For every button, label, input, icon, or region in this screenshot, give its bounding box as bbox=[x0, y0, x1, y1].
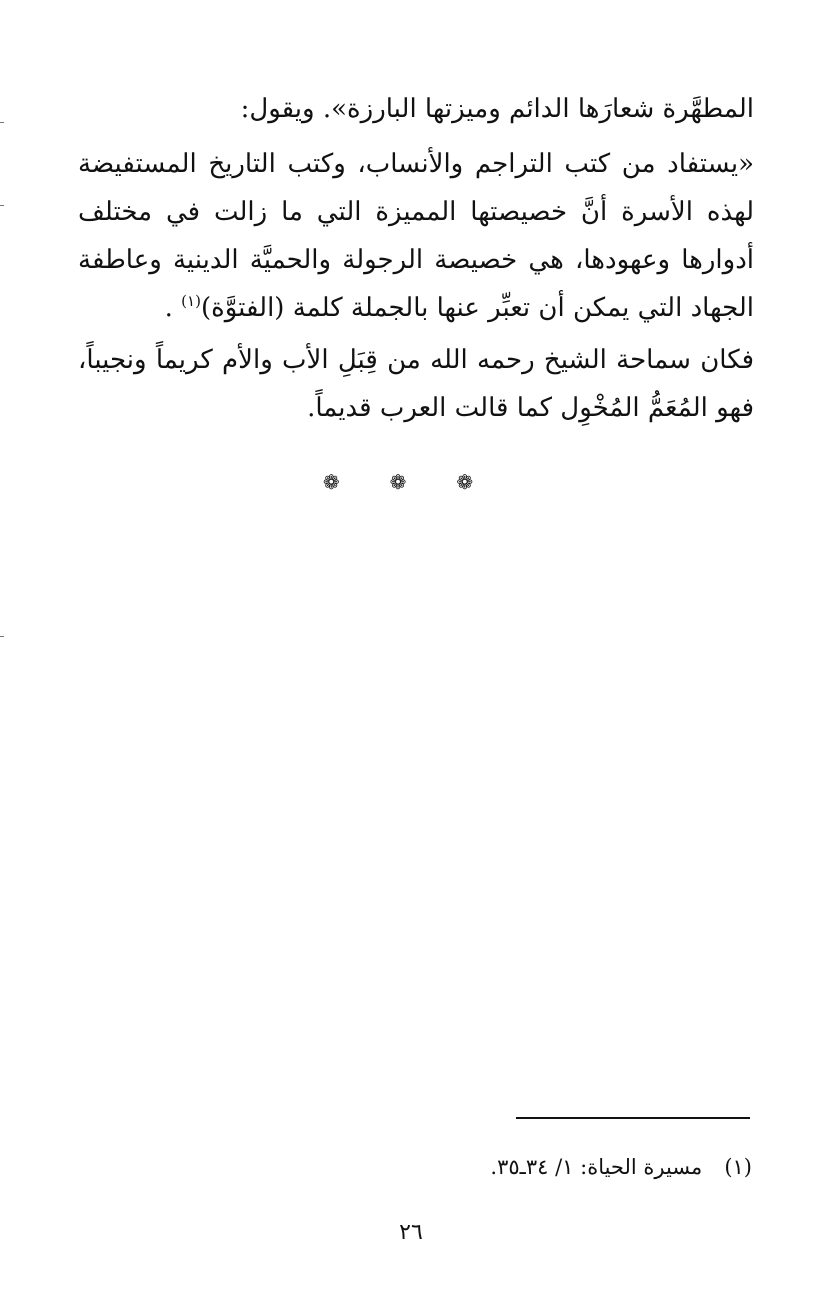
paragraph-ending: . bbox=[164, 293, 182, 323]
flower-ornament-icon: ❁ bbox=[456, 470, 500, 494]
flower-ornament-icon: ❁ bbox=[389, 470, 433, 494]
page-number: ٢٦ bbox=[399, 1220, 423, 1245]
footnote-number: (١) bbox=[724, 1155, 752, 1179]
paragraph-continuation bbox=[78, 86, 754, 132]
paragraph-text: «يستفاد من كتب التراجم والأنساب، وكتب التاريخ المستفيضة لهذه الأسرة أنَّ خصيصتها المميزة التي ما زالت في مختلف أدوارها وعهودها، هي خصيصة الرجولة والحميَّة الدينية وعاطفة الجهاد التي يمكن أن تعبِّر عنها بالجملة كلمة (الفتوَّة) bbox=[78, 149, 754, 323]
footnote-divider bbox=[516, 1117, 750, 1119]
footnote-reference[interactable]: (١) bbox=[181, 292, 201, 310]
scan-edge-mark bbox=[0, 205, 4, 206]
footnote-text: مسيرة الحياة: ١/ ٣٤ـ٣٥. bbox=[490, 1155, 703, 1179]
scan-edge-mark bbox=[0, 636, 4, 637]
paragraph-text: المطهَّرة شعارَها الدائم وميزتها البارزة». ويقول: bbox=[240, 94, 754, 124]
scan-edge-mark bbox=[0, 122, 4, 123]
section-separator bbox=[0, 470, 822, 494]
paragraph-text: فكان سماحة الشيخ رحمه الله من قِبَلِ الأب والأم كريماً ونجيباً، فهو المُعَمُّ المُخْوِل كما قالت العرب قديماً. bbox=[78, 345, 754, 423]
closing-paragraph bbox=[78, 336, 806, 432]
footnote bbox=[300, 1150, 752, 1184]
quoted-paragraph bbox=[78, 140, 806, 332]
flower-ornament-icon: ❁ bbox=[322, 470, 366, 494]
